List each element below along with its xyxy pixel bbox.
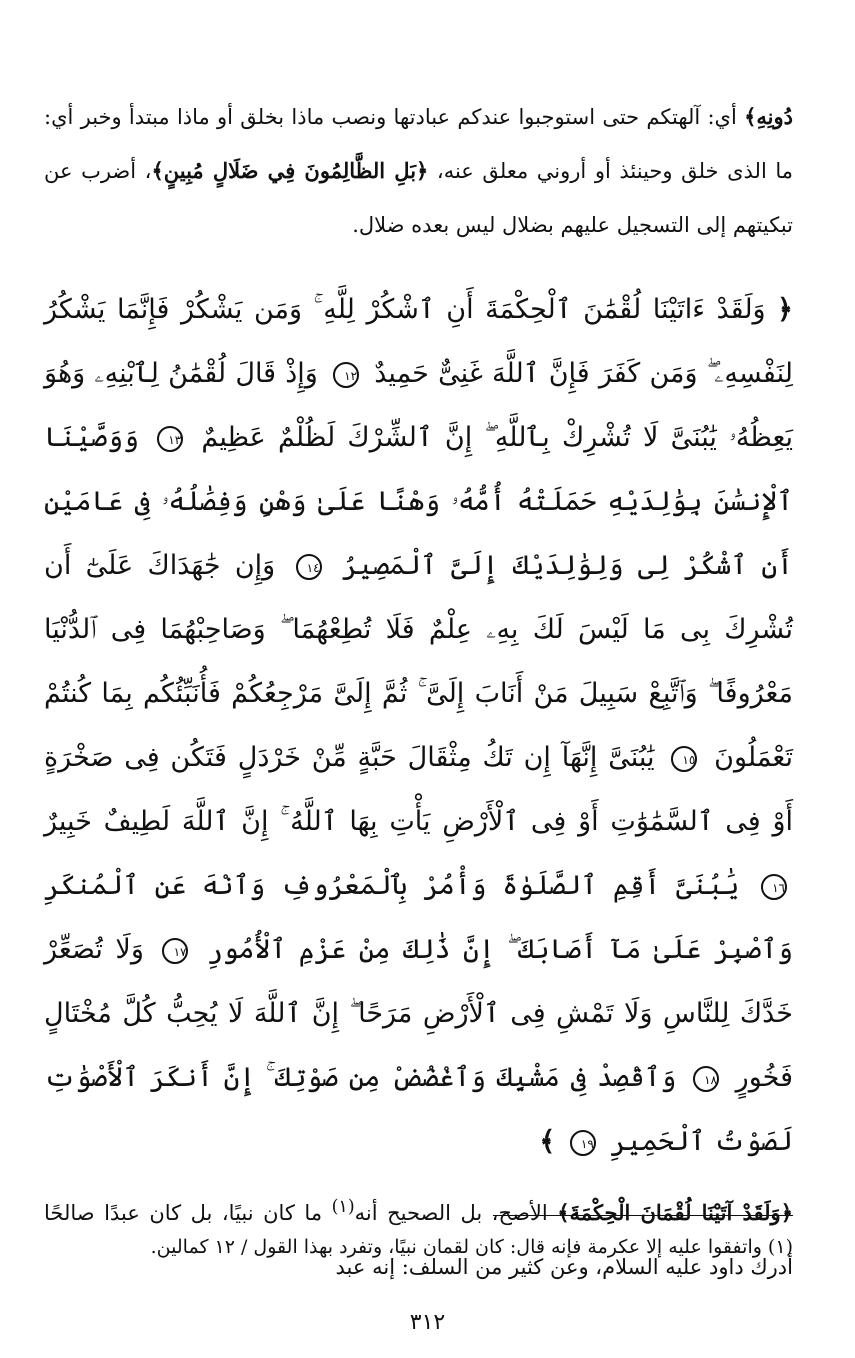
commentary-paragraph — [44, 90, 793, 252]
commentary-tail: ، أضرب عن تبكيتهم إلى التسجيل عليهم بضلال ليس بعده ضلال. — [44, 159, 793, 237]
verse-16: يَٰبُنَىَّ إِنَّهَآ إِن تَكُ مِثْقَالَ حَبَّةٍ مِّنْ خَرْدَلٍ فَتَكُن فِى صَخْرَةٍ أَوْ فِى ٱلسَّمَٰوَٰتِ أَوْ فِى ٱلْأَرْضِ يَأْتِ بِهَا ٱللَّهُ ۚ إِنَّ ٱللَّهَ لَطِيفٌ خَبِيرٌ — [44, 742, 793, 837]
closing-bracket: ﴾ — [539, 1126, 556, 1157]
verse-18: وَلَا تُصَعِّرْ خَدَّكَ لِلنَّاسِ وَلَا تَمْشِ فِى ٱلْأَرْضِ مَرَحًا ۖ إِنَّ ٱللَّهَ لَا يُحِبُّ كُلَّ مُخْتَالٍ فَخُورٍ — [44, 934, 793, 1093]
verse-17: يَٰبُنَىَّ أَقِمِ ٱلصَّلَوٰةَ وَأْمُرْ بِٱلْمَعْرُوفِ وَٱنْهَ عَنِ ٱلْمُنكَرِ وَٱصْبِرْ عَلَىٰ مَآ أَصَابَكَ ۖ إِنَّ ذَٰلِكَ مِنْ عَزْمِ ٱلْأُمُورِ — [44, 870, 793, 965]
verse-number-14: ١٤ — [296, 554, 322, 580]
commentary-block — [44, 90, 793, 252]
footnote-divider — [493, 1215, 793, 1216]
after-text-b: ما كان نبيًا، بل كان عبدًا صالحًا أدرك داود عليه السلام، وعن كثير من السلف: إنه عبد — [44, 1201, 793, 1279]
after-text-a: الأصح، بل الصحيح أنه — [354, 1201, 558, 1225]
footnote: (١) واتفقوا عليه إلا عكرمة فإنه قال: كان لقمان نبيًا، وتفرد بهذا القول / ١٢ كمالين. — [150, 1236, 793, 1258]
verse-number-12: ١٢ — [333, 362, 359, 388]
verse-number-19: ١٩ — [570, 1130, 596, 1156]
footnote-marker: (١) — [331, 1197, 355, 1217]
opening-bracket: ﴿ — [777, 294, 793, 325]
verse-number-18: ١٨ — [693, 1066, 719, 1092]
commentary-lead-word: دُونِهِ﴾ — [744, 104, 793, 129]
after-quote: ﴿وَلَقَدْ آتَيْنَا لُقْمَانَ الْحِكْمَةَ﴾ — [557, 1200, 793, 1225]
verse-14: وَوَصَّيْنَا ٱلْإِنسَٰنَ بِوَٰلِدَيْهِ حَمَلَتْهُ أُمُّهُۥ وَهْنًا عَلَىٰ وَهْنٍ وَفِصَٰلُهُۥ فِى عَامَيْنِ أَنِ ٱشْكُرْ لِى وَلِوَٰلِدَيْكَ إِلَىَّ ٱلْمَصِيرُ — [44, 422, 793, 581]
verse-number-17: ١٧ — [162, 938, 188, 964]
page-number: ٣١٢ — [409, 1310, 446, 1335]
commentary-quote: ﴿بَلِ الظَّالِمُونَ فِي ضَلَالٍ مُبِينٍ﴾ — [151, 158, 429, 183]
verse-19: وَٱقْصِدْ فِى مَشْيِكَ وَٱغْضُضْ مِن صَوْتِكَ ۚ إِنَّ أَنكَرَ ٱلْأَصْوَٰتِ لَصَوْتُ ٱلْحَمِيرِ — [44, 1062, 793, 1157]
verse-number-15: ١٥ — [671, 746, 697, 772]
verse-13: وَإِذْ قَالَ لُقْمَٰنُ لِٱبْنِهِۦ وَهُوَ يَعِظُهُۥ يَٰبُنَىَّ لَا تُشْرِكْ بِٱللَّهِ ۖ إِنَّ ٱلشِّرْكَ لَظُلْمٌ عَظِيمٌ — [44, 358, 793, 453]
quran-verses — [44, 278, 793, 1174]
verse-12: وَلَقَدْ ءَاتَيْنَا لُقْمَٰنَ ٱلْحِكْمَةَ أَنِ ٱشْكُرْ لِلَّهِ ۚ وَمَن يَشْكُرْ فَإِنَّمَا يَشْكُرُ لِنَفْسِهِۦ ۖ وَمَن كَفَرَ فَإِنَّ ٱللَّهَ غَنِىٌّ حَمِيدٌ — [44, 294, 793, 389]
verse-15: وَإِن جَٰهَدَاكَ عَلَىٰٓ أَن تُشْرِكَ بِى مَا لَيْسَ لَكَ بِهِۦ عِلْمٌ فَلَا تُطِعْهُمَا ۖ وَصَاحِبْهُمَا فِى ٱلدُّنْيَا مَعْرُوفًا ۖ وَٱتَّبِعْ سَبِيلَ مَنْ أَنَابَ إِلَىَّ ۚ ثُمَّ إِلَىَّ مَرْجِعُكُمْ فَأُنَبِّئُكُم بِمَا كُنتُمْ تَعْمَلُونَ — [44, 550, 793, 773]
verse-number-16: ١٦ — [761, 874, 787, 900]
verse-number-13: ١٣ — [157, 426, 183, 452]
commentary-text: أي: آلهتكم حتى استوجبوا عندكم عبادتها ونصب ماذا بخلق أو ماذا مبتدأ وخبر أي: ما الذى خلق وحينئذ أو أروني معلق عنه، — [44, 105, 794, 183]
